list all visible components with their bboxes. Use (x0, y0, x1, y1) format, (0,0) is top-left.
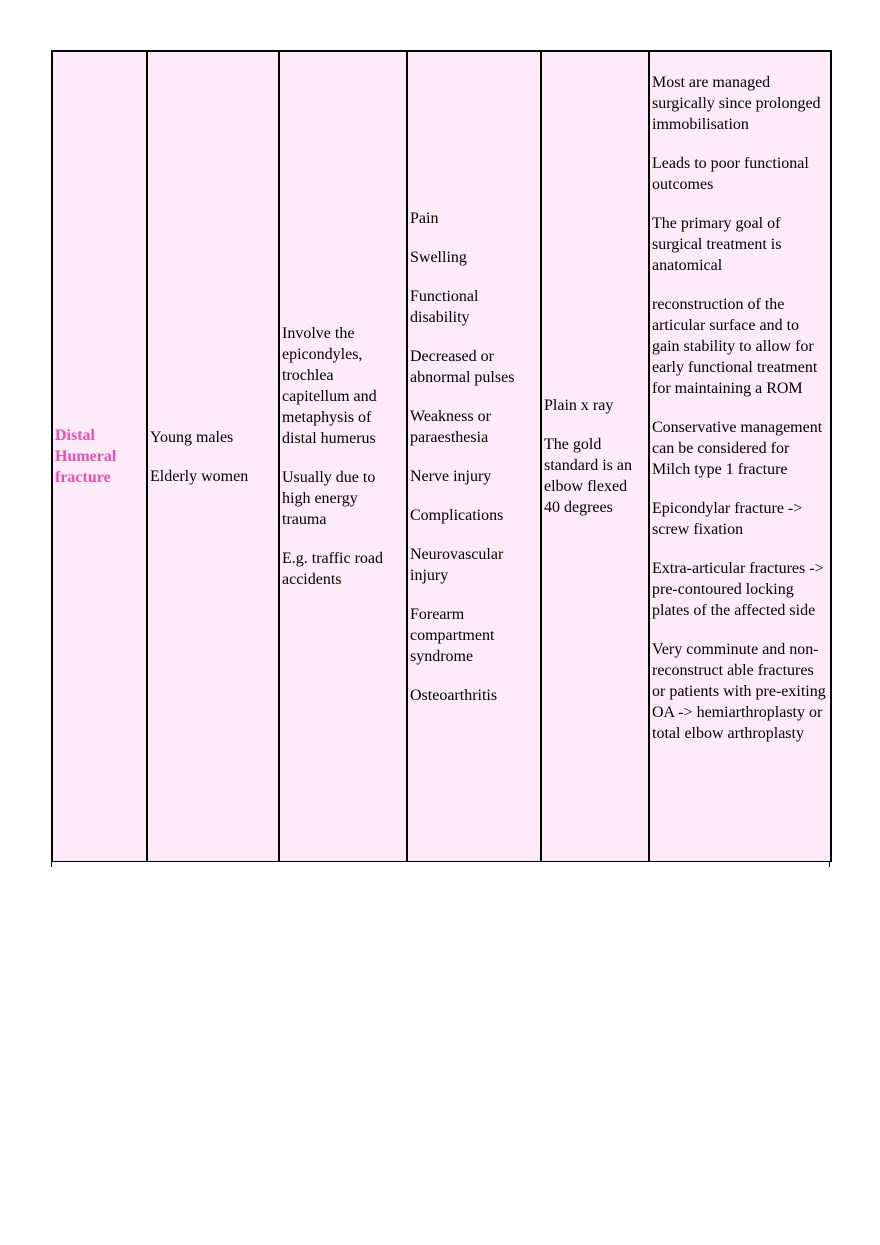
presentation-item: Neurovascular injury (410, 545, 504, 584)
table-edge-tick (51, 861, 52, 867)
management-item: Extra-articular fractures -> pre-contoured locking plates of the affected side (652, 560, 824, 619)
anatomy-item: Involve the epicondyles, trochlea capitellum and metaphysis of distal humerus (282, 325, 377, 447)
fracture-name-line: Distal (55, 427, 95, 444)
demographic-item: Elderly women (150, 467, 249, 485)
management-item: Most are managed surgically since prolonged immobilisation (652, 74, 821, 133)
presentation-item: Functional disability (410, 287, 479, 326)
presentation-item: Weakness or paraesthesia (410, 407, 491, 446)
table-row (52, 51, 831, 862)
management-item: Epicondylar fracture -> screw fixation (652, 500, 803, 538)
investigation-item: Plain x ray (544, 397, 614, 414)
management-item: The primary goal of surgical treatment is anatomical (652, 215, 782, 274)
presentation-item: Swelling (410, 248, 467, 266)
management-item: Very comminute and non-reconstruct able fractures or patients with pre-exiting OA -> hemiarthroplasty or total elbow arthroplasty (652, 641, 826, 742)
investigations-cell (541, 51, 649, 862)
presentation-item: Forearm compartment syndrome (410, 605, 495, 665)
fracture-name-line: fracture (55, 469, 111, 486)
distal-humeral-fracture-table (51, 50, 832, 862)
presentation-item: Osteoarthritis (410, 686, 498, 704)
presentation-item: Pain (410, 209, 439, 227)
presentation-cell (407, 51, 541, 862)
presentation-item: Decreased or abnormal pulses (410, 347, 515, 386)
management-item: reconstruction of the articular surface and to gain stability to allow for early functional treatment for maintaining a ROM (652, 296, 818, 397)
anatomy-item: E.g. traffic road accidents (282, 550, 383, 588)
fracture-name-line: Humeral (55, 448, 117, 465)
demographics-cell (147, 51, 279, 862)
management-cell (649, 51, 831, 862)
anatomy-item: Usually due to high energy trauma (282, 469, 376, 528)
fracture-name (55, 425, 145, 488)
anatomy-cell (279, 51, 407, 862)
management-item: Leads to poor functional outcomes (652, 155, 809, 193)
presentation-item: Complications (410, 506, 504, 524)
management-item: Conservative management can be considered for Milch type 1 fracture (652, 419, 823, 478)
investigation-item: The gold standard is an elbow flexed 40 degrees (544, 436, 632, 516)
presentation-item: Nerve injury (410, 467, 492, 485)
table-edge-tick (829, 861, 830, 867)
fracture-name-cell (52, 51, 147, 862)
demographic-item: Young males (150, 428, 234, 446)
